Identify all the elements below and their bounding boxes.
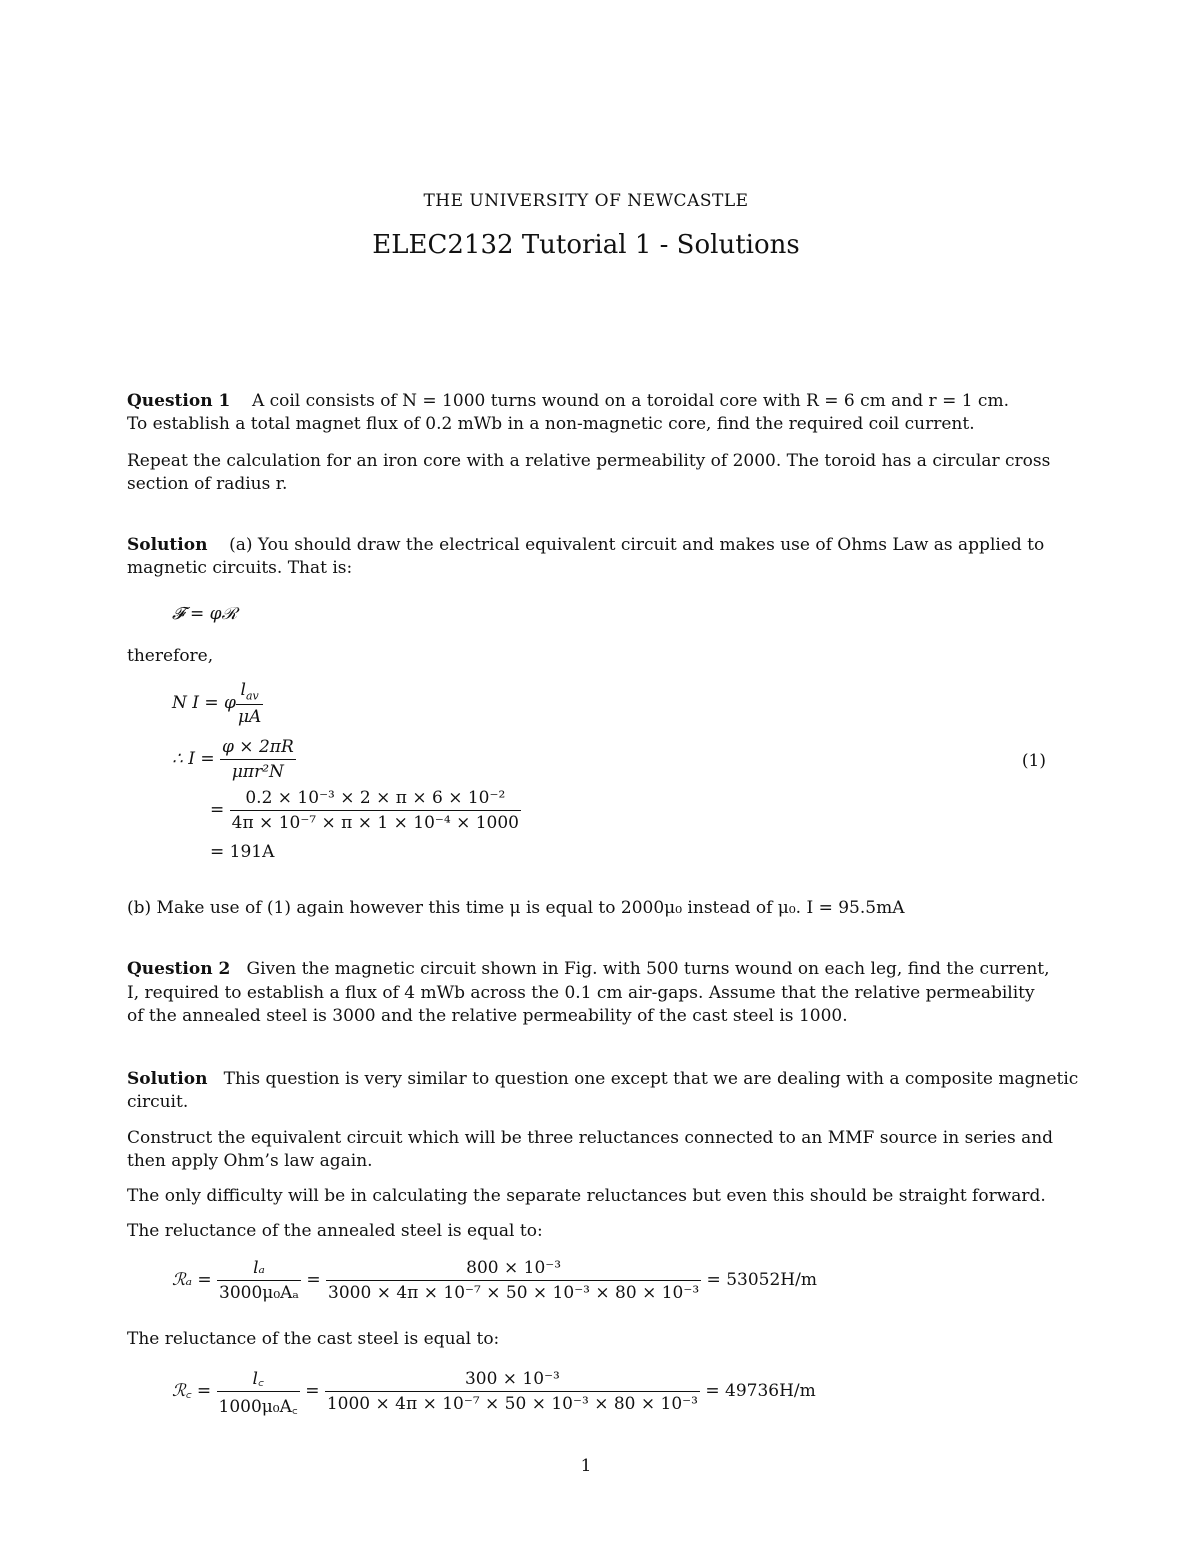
- question-1-line-1: [127, 390, 1009, 413]
- equation-1-numerator-sub: av: [245, 689, 259, 703]
- university-name: THE UNIVERSITY OF NEWCASTLE: [423, 191, 749, 211]
- equation-1-denominator: μA: [236, 704, 263, 727]
- question-2-line-3: of the annealed steel is 3000 and the relative permeability of the cast steel is 1000.: [127, 1006, 848, 1026]
- solution-2-para-2-line-1: Construct the equivalent circuit which will be three reluctances connected to an MMF source in series and: [127, 1128, 1054, 1148]
- solution-2-text: This question is very similar to question one except that we are dealing with a composite magnetic: [223, 1069, 1079, 1089]
- reluctance-annealed-fraction-2-numerator: 800 × 10⁻³: [466, 1258, 562, 1278]
- reluctance-annealed-lhs: ℛₐ =: [172, 1270, 212, 1290]
- question-1-para-2-line-1: Repeat the calculation for an iron core with a relative permeability of 2000. The toroid has a circular cross: [127, 451, 1051, 471]
- reluctance-annealed-result: = 53052H/m: [706, 1270, 817, 1290]
- question-1-label: Question 1: [127, 391, 231, 411]
- reluctance-cast-fraction-2-denominator: 1000 × 4π × 10⁻⁷ × 50 × 10⁻³ × 80 × 10⁻³: [325, 1391, 700, 1414]
- equation-3-numerator: 0.2 × 10⁻³ × 2 × π × 6 × 10⁻²: [245, 788, 506, 808]
- document-title: ELEC2132 Tutorial 1 - Solutions: [372, 230, 800, 260]
- solution-1-label: Solution: [127, 535, 208, 555]
- question-2-label: Question 2: [127, 959, 231, 979]
- question-1-text: A coil consists of N = 1000 turns wound on a toroidal core with R = 6 cm and r = 1 cm.: [251, 391, 1009, 411]
- solution-2-para-5: The reluctance of the cast steel is equal to:: [127, 1329, 500, 1349]
- equation-line-1: [172, 680, 263, 727]
- solution-2-line-1: [127, 1068, 1078, 1091]
- reluctance-cast-result: = 49736H/m: [705, 1381, 816, 1401]
- page-number: 1: [580, 1456, 592, 1476]
- solution-2-para-4: The reluctance of the annealed steel is equal to:: [127, 1221, 543, 1241]
- question-2-text: Given the magnetic circuit shown in Fig. with 500 turns wound on each leg, find the current,: [246, 959, 1050, 979]
- equation-2-numerator: φ × 2πR: [222, 737, 294, 757]
- solution-2-line-2: circuit.: [127, 1092, 189, 1112]
- reluctance-cast-equation: ℛ꜀ = $\frac{l꜀}{\text{1000μ₀A꜀}}$ = $\frac{\text{300 × 10⁻³}}{\text{1000 × 4π × 10⁻⁷ × 50 × 10⁻³ × 80 × 10⁻³}}$ = 49736H/m: [172, 1366, 816, 1417]
- reluctance-annealed-fraction-1-denominator: 3000μ₀Aₐ: [217, 1280, 301, 1303]
- reluctance-cast-fraction-2-numerator: 300 × 10⁻³: [464, 1369, 560, 1389]
- reluctance-annealed-fraction-2-denominator: 3000 × 4π × 10⁻⁷ × 50 × 10⁻³ × 80 × 10⁻³: [326, 1280, 701, 1303]
- reluctance-annealed-fraction-1-numerator: lₐ: [253, 1258, 265, 1278]
- equation-2-lhs: ∴ I =: [172, 749, 215, 769]
- solution-1-part-b: (b) Make use of (1) again however this time μ is equal to 2000μ₀ instead of μ₀. I = 95.5mA: [127, 898, 905, 918]
- equation-1-numerator: l: [240, 680, 246, 700]
- reluctance-cast-fraction-1-denominator: 1000μ₀A꜀: [217, 1391, 300, 1417]
- mmf-equation: 𝓕 = φℛ: [172, 604, 238, 624]
- equation-line-3: = $\frac{\text{0.2 × 10⁻³ × 2 × π × 6 × 10⁻²}}{\text{4π × 10⁻⁷ × π × 1 × 10⁻⁴ × 1000}}$: [210, 788, 519, 833]
- reluctance-cast-lhs: ℛ꜀ =: [172, 1381, 212, 1401]
- question-1-line-2: To establish a total magnet flux of 0.2 mWb in a non-magnetic core, find the required coil current.: [127, 414, 975, 434]
- therefore-text: therefore,: [127, 646, 214, 666]
- question-2-line-2: I, required to establish a flux of 4 mWb across the 0.1 cm air-gaps. Assume that the relative permeability: [127, 983, 1035, 1003]
- solution-2-para-3: The only difficulty will be in calculating the separate reluctances but even this should be straight forward.: [127, 1186, 1046, 1206]
- solution-2-para-2-line-2: then apply Ohm’s law again.: [127, 1151, 373, 1171]
- equation-2-denominator: μπr²N: [220, 759, 296, 782]
- question-2-line-1: [127, 958, 1050, 981]
- solution-1-text: (a) You should draw the electrical equivalent circuit and makes use of Ohms Law as applied to: [229, 535, 1045, 555]
- solution-2-label: Solution: [127, 1069, 208, 1089]
- reluctance-annealed-equation: ℛₐ = $\frac{\text{lₐ}}{\text{3000μ₀Aₐ}}$ = $\frac{\text{800 × 10⁻³}}{\text{3000 × 4π × 10⁻⁷ × 50 × 10⁻³ × 80 × 10⁻³}}$ = 53052H/m: [172, 1258, 817, 1303]
- reluctance-cast-fraction-1-numerator: l꜀: [252, 1369, 264, 1389]
- question-1-para-2-line-2: section of radius r.: [127, 474, 288, 494]
- equation-1-lhs: N I = φ: [172, 693, 236, 714]
- equation-number: (1): [1021, 751, 1046, 771]
- equation-3-denominator: 4π × 10⁻⁷ × π × 1 × 10⁻⁴ × 1000: [230, 810, 521, 833]
- solution-1-line-2: magnetic circuits. That is:: [127, 558, 353, 578]
- solution-1-line-1: [127, 534, 1044, 557]
- equation-line-4: = 191A: [210, 842, 275, 862]
- equation-line-2: [172, 737, 296, 782]
